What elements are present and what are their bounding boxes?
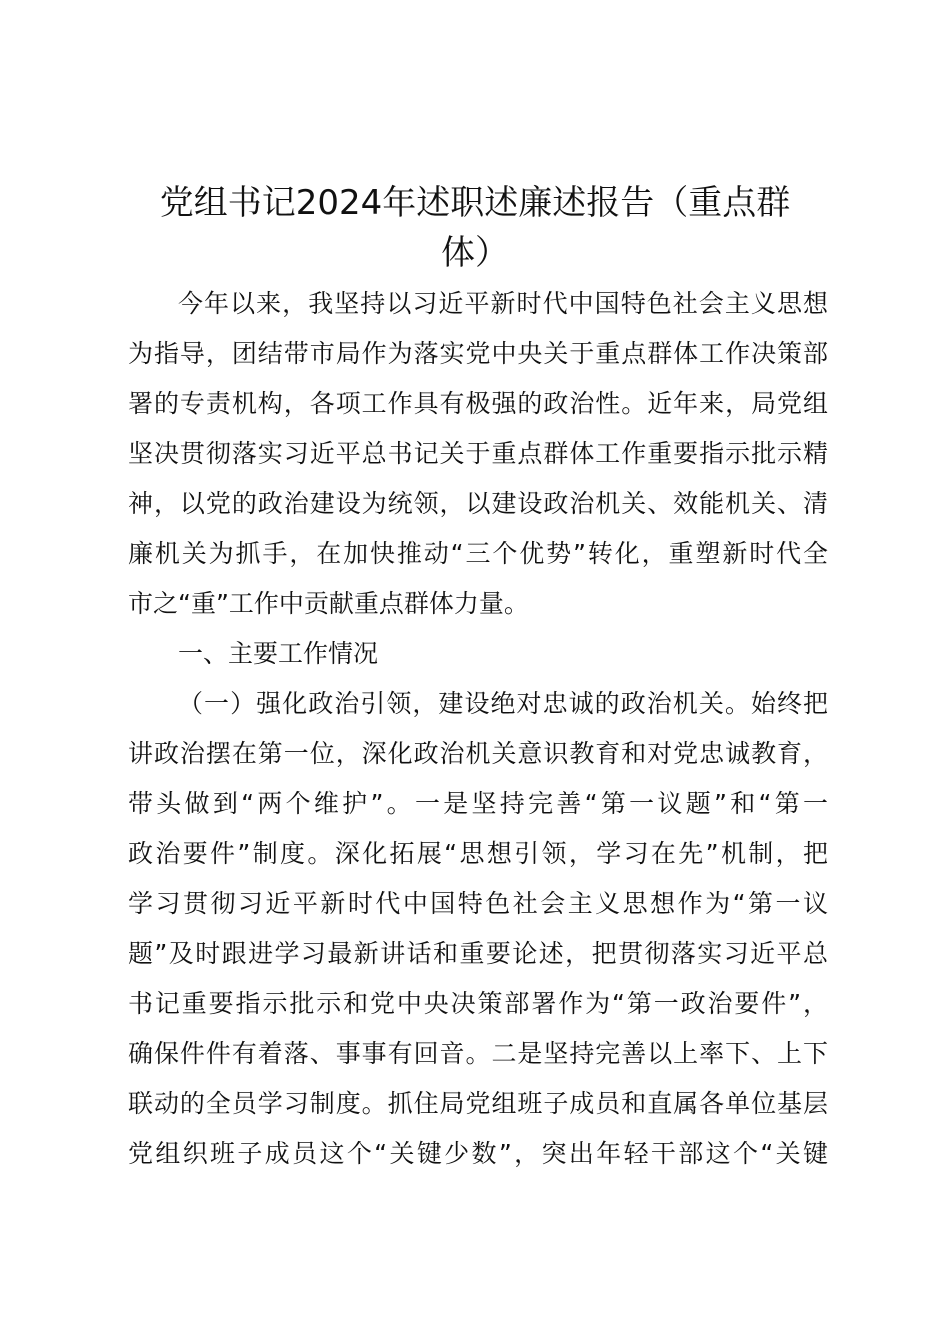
title-line-2: 体） xyxy=(441,233,509,273)
document-body xyxy=(128,279,828,1179)
title-line-1: 党组书记2024年述职述廉述报告（重点群 xyxy=(159,183,791,223)
paragraph-political-leadership xyxy=(128,679,828,1179)
text-line: （一）强化政治引领，建设绝对忠诚的政治机关。始终把 xyxy=(178,689,828,718)
text-line: 署的专责机构，各项工作具有极强的政治性。近年来，局党组 xyxy=(128,389,828,418)
text-line: 联动的全员学习制度。抓住局党组班子成员和直属各单位基层 xyxy=(128,1089,828,1118)
document-title xyxy=(128,178,822,278)
text-line: 神，以党的政治建设为统领，以建设政治机关、效能机关、清 xyxy=(128,489,828,518)
text-line: 政治要件”制度。深化拓展“思想引领，学习在先”机制，把 xyxy=(128,839,828,868)
text-line: 学习贯彻习近平新时代中国特色社会主义思想作为“第一议 xyxy=(128,889,828,918)
text-line: 确保件件有着落、事事有回音。二是坚持完善以上率下、上下 xyxy=(128,1039,828,1068)
text-line: 廉机关为抓手，在加快推动“三个优势”转化，重塑新时代全 xyxy=(128,539,828,568)
text-line: 坚决贯彻落实习近平总书记关于重点群体工作重要指示批示精 xyxy=(128,439,828,468)
text-line: 带头做到“两个维护”。一是坚持完善“第一议题”和“第一 xyxy=(128,789,828,818)
section-heading: 一、主要工作情况 xyxy=(178,639,379,668)
text-line: 讲政治摆在第一位，深化政治机关意识教育和对党忠诚教育， xyxy=(128,739,828,768)
text-line: 为指导，团结带市局作为落实党中央关于重点群体工作决策部 xyxy=(128,339,828,368)
text-line: 题”及时跟进学习最新讲话和重要论述，把贯彻落实习近平总 xyxy=(128,939,828,968)
text-line: 书记重要指示批示和党中央决策部署作为“第一政治要件”， xyxy=(128,989,828,1018)
text-line: 今年以来，我坚持以习近平新时代中国特色社会主义思想 xyxy=(178,289,828,318)
paragraph-intro xyxy=(128,279,828,629)
text-line: 市之“重”工作中贡献重点群体力量。 xyxy=(128,589,529,618)
text-line: 党组织班子成员这个“关键少数”，突出年轻干部这个“关键 xyxy=(128,1139,828,1168)
